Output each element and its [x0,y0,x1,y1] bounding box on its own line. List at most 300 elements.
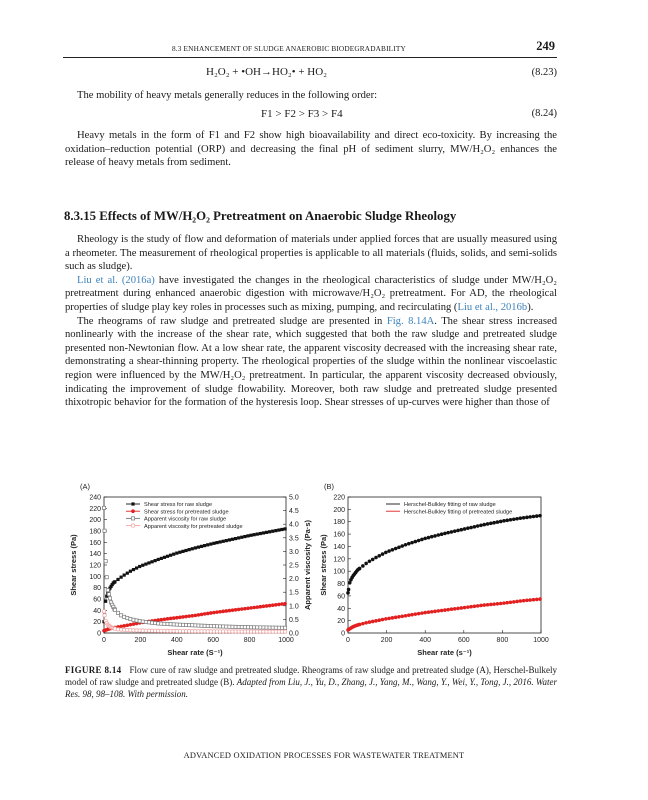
panel-b-x-axis-title: Shear rate (s⁻¹) [417,648,472,657]
panel-a-series-1-point [203,544,206,547]
panel-b-series-2-point [377,618,381,622]
panel-a-series-1-point [243,535,246,538]
panel-a-x-axis-title: Shear rate (S⁻¹) [167,648,223,657]
panel-a-series-1-point [166,555,169,558]
panel-a-series-3-point [120,614,123,617]
panel-b-series-1-point [525,516,529,520]
liu-paragraph: Liu et al. (2016a) have investigated the changes in the rheological characteristics of sludge under MW/H₂O₂ pretreatment during enhanced anaerobic digestion with microwave/H₂O₂ pretreatment. For AD, the rheological properties of sludge play key roles in processes such as mixing, pumping, and recirculating (Liu et al., 2016b). [65,274,557,313]
panel-b-series-1-point [482,523,486,527]
panel-b-series-2-point [368,620,372,624]
panel-a-series-3-point [280,626,283,629]
panel-a-series-3-point [274,626,277,629]
panel-a-y2-tick-label: 2.0 [289,576,299,584]
panel-a-series-1-point [206,543,209,546]
panel-b-series-2-point [381,618,385,622]
panel-a-series-4-point [102,610,105,613]
panel-a-series-1-point [194,546,197,549]
panel-a-series-2-point [277,603,281,607]
panel-b-series-1-point [538,514,542,518]
panel-a-series-2-point [172,616,176,620]
panel-b-series-2-point [482,603,486,607]
panel-a-series-2-point [246,606,250,610]
panel-b-series-2-point [538,597,542,601]
panel-a-x-tick-label: 800 [243,637,256,644]
panel-a-series-1-point [246,534,249,537]
panel-a-series-2-point [265,604,269,608]
panel-a-series-3-point [147,621,150,624]
panel-b-series-2-point [486,603,490,607]
panel-a-y-tick-label: 0 [97,630,101,638]
panel-a-series-3-point [203,624,206,627]
panel-b-series-1-point [433,534,437,538]
panel-a-series-1-point [188,548,191,551]
panel-b-series-1-point [509,518,513,522]
panel-b-series-2-point [476,604,480,608]
panel-a-series-2-point [274,603,278,607]
panel-a-series-3-point [166,622,169,625]
panel-a-series-1-point [271,530,274,533]
panel-b-frame [348,497,541,633]
panel-a-series-2-point [203,612,207,616]
panel-b-series-1-point [361,564,365,568]
panel-b-series-2-point [361,622,365,626]
panel-b-series-2-point [433,610,437,614]
panel-a-series-1-point [116,578,119,581]
panel-a-series-3-point [116,611,119,614]
panel-a-series-2-point [200,613,204,617]
panel-b-series-1-point [466,526,470,530]
panel-b-series-1-point [384,551,388,555]
panel-b-series-2-point [404,614,408,618]
panel-a-series-1-point [150,560,153,563]
panel-b-series-1-point [423,537,427,541]
panel-a-legend-marker [131,524,134,527]
panel-b-series-1-point [456,529,460,533]
running-head [63,40,557,58]
panel-a-series-2-point [221,610,225,614]
panel-b-series-1-point [528,515,532,519]
panel-a-series-3-point [144,620,147,623]
panel-b-series-1-point [489,522,493,526]
panel-a-series-1-point [104,600,107,603]
panel-b-y-tick-label: 20 [337,618,345,626]
panel-b-series-1-point [377,554,381,558]
panel-a-series-3-point [277,626,280,629]
panel-b-series-1-point [522,516,526,520]
panel-b-series-1-point [387,549,391,553]
panel-b-series-1-point [496,520,500,524]
panel-b-series-1-point [469,526,473,530]
panel-b-series-2-point [374,619,378,623]
panel-a-series-1-point [129,570,132,573]
panel-a-series-3-point [184,623,187,626]
panel-a-series-3-point [181,623,184,626]
panel-a-series-3-point [150,621,153,624]
panel-b-y-tick-label: 160 [333,531,345,539]
panel-a-y-tick-label: 100 [89,573,101,581]
panel-b-series-1-point [417,539,421,543]
panel-b-x-tick-label: 400 [419,637,432,644]
panel-b-series-2-point [420,611,424,615]
panel-a-series-3-point [225,625,228,628]
panel-a-series-3-point [113,608,116,611]
panel-a-series-2-point [122,624,126,628]
panel-a-series-1-point [163,556,166,559]
panel-b-series-1-point [450,530,454,534]
panel-a-series-3-point [222,625,225,628]
panel-a-series-2-point [197,613,201,617]
panel-b-series-2-point [515,600,519,604]
panel-a-series-3-point [157,622,160,625]
panel-b-series-2-point [423,611,427,615]
panel-a-series-2-point [228,609,232,613]
panel-a-y-tick-label: 200 [89,517,101,525]
panel-a-series-1-point [231,538,234,541]
panel-a-series-3-point [259,626,262,629]
panel-a-x-tick-label: 400 [170,637,183,644]
panel-a-series-3-point [107,593,110,596]
panel-a-series-3-point [172,623,175,626]
panel-a-series-1-point [154,559,157,562]
panel-b-x-tick-label: 800 [496,637,509,644]
panel-a-series-2-point [175,616,179,620]
panel-a-series-3-point [129,617,132,620]
panel-a-series-2-point [283,602,287,606]
panel-a-series-3-point [103,529,106,532]
panel-a-series-3-point [108,597,111,600]
panel-a-y2-tick-label: 0.0 [289,630,299,638]
panel-a-x-tick-label: 200 [134,637,147,644]
panel-b-series-2-point [397,615,401,619]
panel-b-series-1-point [404,543,408,547]
panel-a-series-3-point [197,624,200,627]
panel-b-series-2-point [519,599,523,603]
panel-a-series-3-point [163,622,166,625]
running-title: 8.3 ENHANCEMENT OF SLUDGE ANAEROBIC BIODEGRADABILITY [172,44,406,53]
panel-a-series-2-point [166,617,170,621]
panel-b-series-1-point [368,560,372,564]
panel-a-series-2-point [262,605,266,609]
panel-b-series-1-point [430,535,434,539]
panel-b-series-2-point [473,604,477,608]
panel-b-series-2-point [443,608,447,612]
panel-b-y-axis-title: Shear stress (Pa) [319,534,328,596]
panel-b-series-1-point [479,523,483,527]
panel-a-y-tick-label: 240 [89,494,101,502]
figure-8-14 [60,476,560,662]
panel-a-series-3-point [215,625,218,628]
panel-b-x-tick-label: 1000 [533,637,549,644]
panel-a-series-2-point [209,611,213,615]
panel-a-series-1-point [240,536,243,539]
panel-b-series-1-point [512,517,516,521]
panel-a-series-1-point [212,542,215,545]
panel-a-series-1-point [209,542,212,545]
panel-b-series-2-point [364,621,368,625]
panel-b-series-1-point [459,528,463,532]
panel-b-series-1-point [519,516,523,520]
panel-a-series-3-point [200,624,203,627]
panel-a-y2-tick-label: 5.0 [289,494,299,502]
panel-a-legend-label-1: Shear stress for raw sludge [144,502,213,509]
panel-a-series-1-point [123,573,126,576]
panel-b-y-tick-label: 40 [337,605,345,613]
panel-a-series-3-point [253,626,256,629]
panel-b-series-2-point [479,604,483,608]
panel-a-y-tick-label: 180 [89,528,101,536]
panel-a-series-2-point [125,623,129,627]
panel-b-series-2-point [492,602,496,606]
panel-a-series-3-point [105,576,108,579]
section-title: 8.3.15 Effects of MW/H₂O₂ Pretreatment on Anaerobic Sludge Rheology [64,209,457,223]
panel-b-series-1-point [371,558,375,562]
panel-b-series-1-point [374,556,378,560]
panel-a-series-1-point [113,580,116,583]
panel-b-series-1-point [535,514,539,518]
panel-b-series-2-point [430,610,434,614]
panel-a-series-1-point [222,540,225,543]
panel-b-series-1-point [505,519,509,523]
panel-a-label: (A) [80,482,90,491]
panel-b-series-2-point [532,598,536,602]
panel-a-y2-tick-label: 1.0 [289,603,299,611]
panel-a-series-2-point [181,615,185,619]
panel-b-series-2-point [437,609,441,613]
panel-a-series-2-point [252,606,256,610]
panel-a-y2-tick-label: 4.0 [289,521,299,529]
panel-b-x-tick-label: 600 [457,637,470,644]
panel-a-series-3-point [240,625,243,628]
panel-a-series-3-point [188,624,191,627]
figure-caption [65,664,557,700]
panel-b-series-1-point [463,527,467,531]
panel-b-series-1-point [499,520,503,524]
panel-b-series-2-point [384,617,388,621]
panel-a-series-2-point [212,611,216,615]
panel-a-x-tick-label: 600 [207,637,220,644]
panel-a-series-1-point [249,534,252,537]
panel-b-series-1-point [492,521,496,525]
panel-b-series-2-point [446,608,450,612]
panel-b-series-1-point [394,547,398,551]
panel-a-series-3-point [212,625,215,628]
panel-a-series-1-point [191,547,194,550]
panel-a-y-tick-label: 20 [93,619,101,627]
panel-b-series-2-point [496,602,500,606]
panel-b-series-1-point [476,524,480,528]
panel-a-y-tick-label: 120 [89,562,101,570]
panel-b-series-2-point [466,605,470,609]
panel-b-series-1-point [407,542,411,546]
panel-a-series-1-point [126,572,129,575]
panel-b-series-2-point [394,616,398,620]
panel-a-series-2-point [249,606,253,610]
panel-b-series-2-point [358,623,362,627]
panel-a-series-1-point [147,561,150,564]
panel-b-series-2-point [512,600,516,604]
panel-a-series-3-point [243,626,246,629]
book-title-footer: ADVANCED OXIDATION PROCESSES FOR WASTEWATER TREATMENT [183,751,465,760]
panel-a-series-2-point [206,612,210,616]
panel-a-series-3-point [219,625,222,628]
panel-a-series-3-point [194,624,197,627]
panel-b-series-2-point [450,607,454,611]
panel-a-series-1-point [280,528,283,531]
panel-a-y2-tick-label: 3.0 [289,548,299,556]
panel-a-series-3-point [209,624,212,627]
panel-a-series-2-point [271,603,275,607]
panel-a-y2-axis-title: Apparent viscosity (Pa·s) [303,519,312,611]
panel-a-series-3-point [123,615,126,618]
panel-b-series-2-point [509,600,513,604]
panel-a-series-3-point [265,626,268,629]
panel-b-series-1-point [364,562,368,566]
panel-b-series-1-point [440,532,444,536]
panel-b-series-2-point [410,613,414,617]
panel-a-series-2-point [169,617,173,621]
panel-a-y2-tick-label: 0.5 [289,616,299,624]
panel-b-series-2-point [525,599,529,603]
panel-b-series-1-point [391,548,395,552]
panel-a-series-1-point [215,541,218,544]
panel-b-series-2-point [502,601,506,605]
panel-b-series-1-point [410,541,414,545]
panel-b-series-2-point [505,601,509,605]
panel-b-series-1-point [515,517,519,521]
panel-a-series-1-point [265,531,268,534]
panel-a-series-3-point [271,626,274,629]
panel-a-series-1-point [283,527,286,530]
panel-a-series-2-point [215,610,219,614]
panel-a-series-2-point [237,608,241,612]
panel-a-y-tick-label: 140 [89,551,101,559]
panel-b-series-1-point [532,515,536,519]
panel-b-series-1-point [414,540,418,544]
panel-b-series-1-point [347,588,351,592]
panel-a-series-3-point [246,626,249,629]
mobility-sentence: The mobility of heavy metals generally reduces in the following order: [77,90,378,101]
panel-a-series-1-point [144,562,147,565]
panel-a-y-tick-label: 80 [93,585,101,593]
panel-b-series-1-point [502,519,506,523]
panel-a-legend-marker [131,502,134,505]
panel-b-series-2-point [440,609,444,613]
panel-a-series-1-point [135,566,138,569]
panel-b-series-2-point [463,606,467,610]
panel-a-series-3-point [262,626,265,629]
panel-b-series-1-point [443,532,447,536]
panel-a-series-1-point [259,532,262,535]
panel-b-series-2-point [528,598,532,602]
panel-a-y-axis-title: Shear stress (Pa) [69,534,78,596]
panel-b-series-2-point [414,612,418,616]
panel-b-series-1-point [473,525,477,529]
panel-b-series-2-point [371,620,375,624]
panel-a-series-1-point [274,529,277,532]
citation-liu-2016b[interactable]: Liu et al., 2016b [457,301,528,313]
panel-a-series-3-point [191,624,194,627]
panel-b-series-2-point [391,616,395,620]
panel-a-series-3-point [102,506,105,509]
panel-a-series-2-point [187,614,191,618]
panel-a-series-1-point [200,545,203,548]
equation-8-24: F1 > F2 > F3 > F4 [261,108,343,120]
panel-a-legend-marker [131,517,134,520]
panel-b-y-tick-label: 200 [333,506,345,514]
panel-a-y2-tick-label: 3.5 [289,535,299,543]
citation-liu-2016a[interactable]: Liu et al. (2016a) [77,274,155,286]
panel-a-series-3-point [178,623,181,626]
panel-a-series-1-point [256,533,259,536]
figure-reference-8-14a[interactable]: Fig. 8.14A [386,315,435,327]
panel-a-series-3-point [132,618,135,621]
panel-a-y2-tick-label: 2.5 [289,562,299,570]
panel-a-series-1-point [160,557,163,560]
panel-a-series-2-point [163,617,167,621]
panel-a-series-1-point [184,549,187,552]
panel-a-legend-marker [131,509,135,513]
panel-a-series-3-point [135,619,138,622]
heavy-metals-paragraph: Heavy metals in the form of F1 and F2 show high bioavailability and direct eco-toxicity. By increasing the oxidation–reduction potential (ORP) and decreasing the final pH of sediment slurry, MW/H₂O₂ enhances the release of heavy metals from sediment. [65,130,557,169]
rheology-paragraph: Rheology is the study of flow and deformation of materials under applied forces that are usually measured using a rheometer. The measurement of rheological properties is applicable to all materials (fluids, solids, and semi-solids such as sludge). [65,234,557,273]
panel-a-series-1-point [253,533,256,536]
equation-number-8-23: (8.23) [531,67,557,78]
equation-8-23: H₂O₂ + •OH→HO₂• + HO₂ [206,66,327,78]
panel-b-y-tick-label: 0 [341,630,345,638]
panel-a-x-tick-label: 0 [102,637,106,644]
panel-a-series-3-point [237,625,240,628]
panel-a-series-2-point [243,607,247,611]
panel-a-series-3-point [268,626,271,629]
rheology-paragraphs [65,233,557,410]
panel-a-legend-label-3: Apparent viscosity for raw sludge [144,516,227,523]
panel-a-series-3-point [106,589,109,592]
panel-a-series-3-point [138,620,141,623]
panel-a-series-2-point [218,610,222,614]
panel-b-y-tick-label: 180 [333,519,345,527]
panel-a-series-2-point [178,616,182,620]
rheograms-paragraph: The rheograms of raw sludge and pretreated sludge are presented in Fig. 8.14A. The shear stress increased nonlinearly with the increase of the shear rate, which suggested that both the raw sludge and pretreated sludge presented non-Newtonian flow. At a low shear rate, the apparent viscosity decreased with the increasing shear rate, demonstrating a shear-thinning property. The rheological properties of the sludge within the nonlinear viscoelastic region were influenced by the MW/H₂O₂ pretreatment. In particular, the apparent viscosity decreased obviously, indicating the improvement of sludge flowability. Moreover, both raw sludge and pretreated sludge presented thixotropic behavior for the formation of the hysteresis loop. Shear stresses of up-curves were higher than those of [65,315,557,409]
panel-a-x-tick-label: 1000 [278,637,294,644]
panel-b-series-1-point [427,536,431,540]
panel-b-series-2-point [522,599,526,603]
panel-a-series-3-point [104,560,107,563]
panel-a-series-1-point [169,554,172,557]
panel-a-series-1-point [268,530,271,533]
panel-b-y-tick-label: 140 [333,543,345,551]
panel-a-series-3-point [234,625,237,628]
panel-b-series-2-point [535,598,539,602]
panel-b-y-tick-label: 60 [337,593,345,601]
panel-a-series-1-point [219,540,222,543]
panel-a-series-3-point [141,620,144,623]
panel-b-series-1-point [420,538,424,542]
panel-a-series-1-point [132,568,135,571]
panel-a-y2-tick-label: 1.5 [289,589,299,597]
panel-a-y2-tick-label: 4.5 [289,508,299,516]
panel-a-series-2-point [132,622,136,626]
panel-a-series-3-point [169,623,172,626]
panel-a-series-1-point [234,537,237,540]
panel-a-series-3-point [126,616,129,619]
panel-b-series-1-point [346,591,350,595]
panel-a-series-3-point [206,624,209,627]
panel-b-series-2-point [387,617,391,621]
panel-b-series-2-point [459,606,463,610]
panel-a-series-3-point [249,626,252,629]
panel-a-series-2-point [194,614,198,618]
panel-b-x-tick-label: 200 [380,637,393,644]
